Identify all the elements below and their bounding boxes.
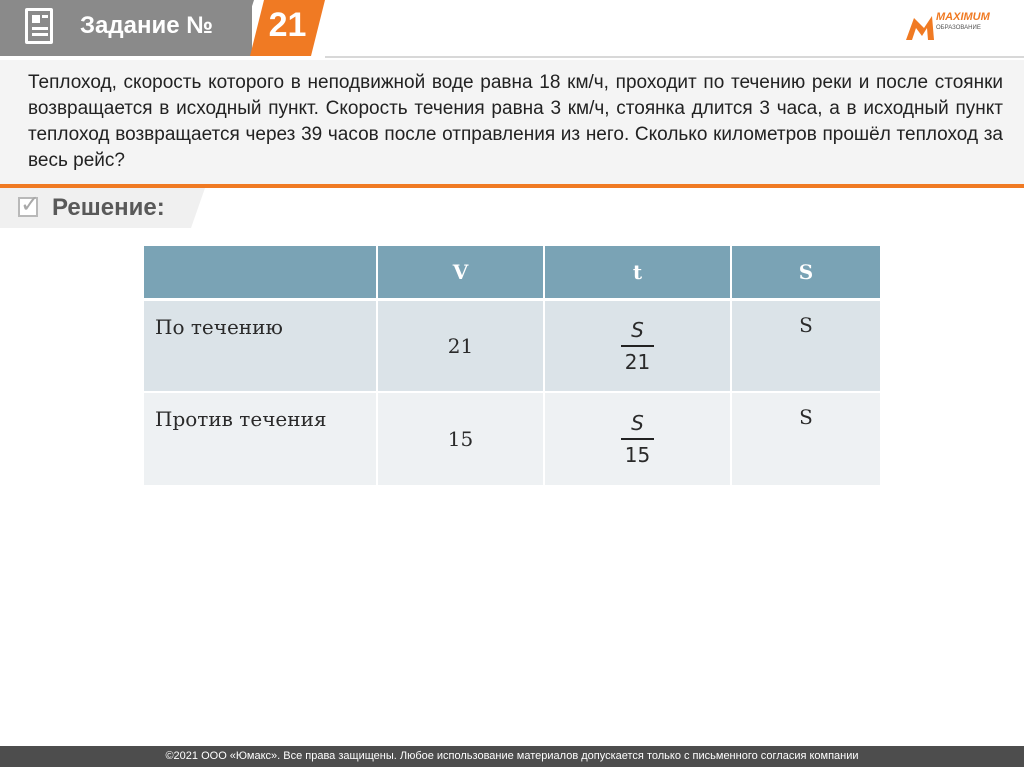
logo-title: MAXIMUM bbox=[936, 11, 990, 23]
problem-divider bbox=[0, 184, 1024, 188]
table-header-row bbox=[144, 246, 880, 301]
logo-subtitle: ОБРАЗОВАНИЕ bbox=[936, 25, 981, 31]
cell-s: S bbox=[732, 301, 880, 393]
row-label: Против течения bbox=[144, 393, 378, 487]
check-mark-icon: ✓ bbox=[20, 191, 41, 218]
header-cell-t: t bbox=[545, 246, 732, 301]
fraction bbox=[621, 318, 654, 374]
fraction-numerator: S bbox=[631, 318, 644, 342]
cell-v: 15 bbox=[378, 393, 545, 487]
table-row bbox=[144, 301, 880, 393]
solution-table bbox=[144, 246, 880, 487]
fraction-numerator: S bbox=[631, 411, 644, 435]
task-label: Задание № bbox=[80, 12, 213, 39]
footer-copyright: ©2021 ООО «Юмакс». Все права защищены. Любое использование материалов допускается только с письменного согласия компании bbox=[0, 746, 1024, 767]
cell-s: S bbox=[732, 393, 880, 487]
fraction-denominator: 15 bbox=[624, 443, 651, 467]
cell-t bbox=[545, 393, 732, 487]
table-row bbox=[144, 393, 880, 487]
problem-text: Теплоход, скорость которого в неподвижной воде равна 18 км/ч, проходит по течению реки и после стоянки возвращается в исходный пункт. Скорость течения равна 3 км/ч, стоянка длится 3 часа, а в исходный пункт теплоход возвращается через 39 часов после отправления из него. Сколько километров прошёл теплоход за весь рейс? bbox=[28, 72, 1003, 171]
cell-v: 21 bbox=[378, 301, 545, 393]
solution-label: Решение: bbox=[52, 194, 165, 221]
task-number: 21 bbox=[268, 6, 307, 44]
header-cell-v: V bbox=[378, 246, 545, 301]
fraction bbox=[621, 411, 654, 467]
header-divider bbox=[325, 56, 1024, 58]
fraction-denominator: 21 bbox=[624, 350, 651, 374]
row-label: По течению bbox=[144, 301, 378, 393]
document-icon bbox=[25, 8, 53, 44]
header-cell-empty bbox=[144, 246, 378, 301]
cell-t bbox=[545, 301, 732, 393]
header-cell-s: S bbox=[732, 246, 880, 301]
